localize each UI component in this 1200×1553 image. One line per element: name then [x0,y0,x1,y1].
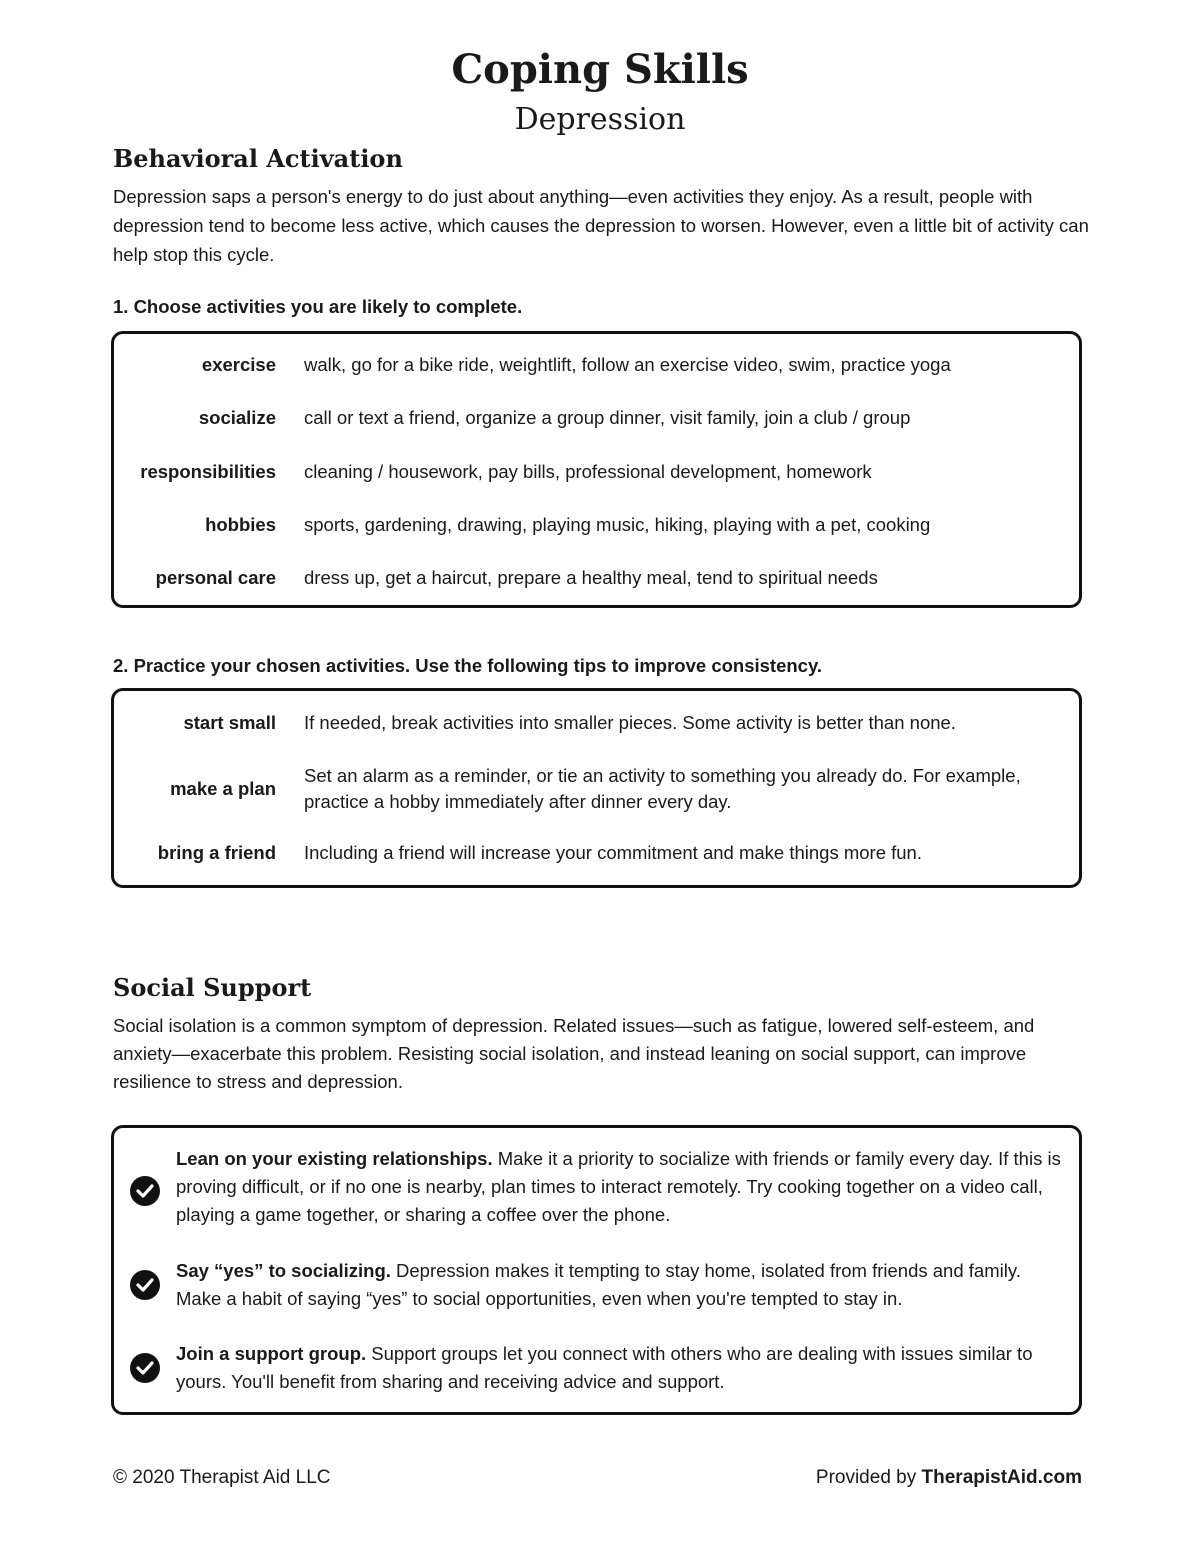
activity-label: exercise [201,354,276,375]
behavioral-intro: Depression saps a person's energy to do just about anything—even activities they enjoy. As a result, people with depression tend to become less active, which causes the depression to worsen. However, even a little bit of activity can help stop this cycle. [113,186,1089,265]
tip-row [114,838,1079,868]
social-intro: Social isolation is a common symptom of depression. Related issues—such as fatigue, lowered self-esteem, and anxiety—exacerbate this problem. Resisting social isolation, and instead leaning on social support, can improve resilience to stress and depression. [113,1015,1035,1092]
activity-text: sports, gardening, drawing, playing music, hiking, playing with a pet, cooking [304,514,931,535]
activity-row [114,510,1079,540]
activity-row [114,563,1079,593]
social-tip-text [176,1145,1071,1229]
activity-label: socialize [198,407,276,428]
activity-label: personal care [155,567,276,588]
activities-box [111,331,1082,608]
section-heading-behavioral: Behavioral Activation [113,144,403,173]
page-title: Coping Skills [451,46,749,93]
social-tip-title: Join a support group. [176,1343,367,1364]
footer-brand-link[interactable]: TherapistAid.com [921,1467,1082,1488]
footer-provided-by [816,1467,1082,1489]
page-subtitle: Depression [514,102,686,137]
activity-label: responsibilities [140,461,276,482]
tip-row [114,761,1079,817]
social-tip-text [176,1257,1071,1313]
activity-text: dress up, get a haircut, prepare a healthy meal, tend to spiritual needs [304,567,878,588]
step-1-heading: 1. Choose activities you are likely to complete. [113,296,523,317]
footer-provided-prefix: Provided by [815,1467,922,1488]
activity-row [114,457,1079,487]
social-tip-body: Make it a priority to socialize with friends or family every day. If this is proving difficult, or if no one is nearby, plan times to interact remotely. Try cooking together on a video call, playing a game together, or sharing a coffee over the phone. [176,1148,1061,1225]
social-tip-title: Lean on your existing relationships. [176,1148,493,1169]
activity-text: call or text a friend, organize a group dinner, visit family, join a club / group [304,407,911,428]
tip-label: start small [183,712,276,733]
check-circle-icon [130,1176,160,1206]
tip-label: bring a friend [157,842,276,863]
activity-text: walk, go for a bike ride, weightlift, follow an exercise video, swim, practice yoga [304,354,951,375]
social-tips-box [111,1125,1082,1415]
activity-row [114,403,1079,433]
tip-text: If needed, break activities into smaller pieces. Some activity is better than none. [304,712,956,733]
social-tip-body: Depression makes it tempting to stay home, isolated from friends and family. Make a habit of saying “yes” to social opportunities, even when you're tempted to stay in. [176,1260,1021,1309]
step-2-heading: 2. Practice your chosen activities. Use the following tips to improve consistency. [113,655,823,676]
tip-label: make a plan [170,778,276,799]
tip-text: Including a friend will increase your commitment and make things more fun. [304,842,922,863]
activity-text: cleaning / housework, pay bills, professional development, homework [304,461,872,482]
social-tip-text [176,1340,1071,1396]
tip-row [114,708,1079,738]
check-circle-icon [130,1353,160,1383]
tips-box [111,688,1082,888]
check-circle-icon [130,1270,160,1300]
section-heading-social: Social Support [113,973,312,1002]
footer-copyright: © 2020 Therapist Aid LLC [113,1467,331,1488]
activity-label: hobbies [205,514,276,535]
activity-row [114,350,1079,380]
social-tip-title: Say “yes” to socializing. [176,1260,391,1281]
social-tip-body: Support groups let you connect with others who are dealing with issues similar to yours. You'll benefit from sharing and receiving advice and support. [176,1343,1033,1392]
tip-text: Set an alarm as a reminder, or tie an activity to something you already do. For example, practice a hobby immediately after dinner every day. [304,765,1021,812]
